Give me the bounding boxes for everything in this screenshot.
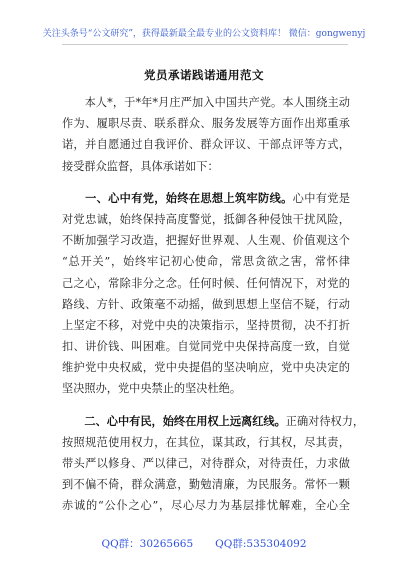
text-line: 本人*，于*年*月庄严加入中国共产党。本人围绕主动 <box>62 96 350 109</box>
section-heading: 一、心中有党，始终在思想上筑牢防线。 <box>62 190 293 205</box>
text-line: 上坚定不移，对党中央的决策指示，坚持贯彻，决不打折 <box>62 318 350 332</box>
page-footer <box>0 536 408 551</box>
text-line: 路线、方针、政策毫不动摇，做到思想上坚信不疑，行动 <box>62 297 350 311</box>
text-line: “总开关”，始终牢记初心使命，常思贪欲之害，常怀律 <box>62 255 350 269</box>
section-heading-line <box>62 188 350 209</box>
text-line: 诺，并自愿通过自我评价、群众评议、干部点评等方式， <box>62 138 350 152</box>
text-line: 扣、讲价钱、叫困难。自觉同党中央保持高度一致，自觉 <box>62 340 350 354</box>
section-heading-line <box>62 411 365 432</box>
header-divider <box>62 44 348 45</box>
paragraph-section-two <box>62 411 365 517</box>
paragraph-section-one <box>62 188 350 400</box>
qq-group-1: QQ群：30265665 <box>101 538 194 550</box>
text-line: 坚决照办，党中央禁止的坚决杜绝。 <box>62 382 242 396</box>
promo-banner: 关注头条号“公文研究”，获得最新最全最专业的公文资料库！ 微信：gongwenyj <box>42 29 366 39</box>
text-line: 己之心，常除非分之念。任何时候、任何情况下，对党的 <box>62 276 350 290</box>
section-heading-tail: 正确对待权力， <box>285 414 365 428</box>
text-line: 带头严以修身、严以律己，对待群众，对待责任，力求做 <box>62 457 350 470</box>
document-body <box>62 92 365 517</box>
section-heading-tail: 心中有党是 <box>292 191 350 205</box>
text-line: 对党忠诚，始终保持高度警觉，抵御各种侵蚀干扰风险， <box>62 212 350 226</box>
text-line: 到不偏不倚，群众满意，勤勉清廉，为民服务。常怀一颗 <box>62 478 350 492</box>
text-line: 维护党中央权威，党中央提倡的坚决响应，党中央决定的 <box>62 361 350 375</box>
section-heading: 二、心中有民，始终在用权上远离红线。 <box>62 413 286 428</box>
text-line: 作为、履职尽责、联系群众、服务发展等方面作出郑重承 <box>62 117 350 131</box>
document-title: 党员承诺践诺通用范文 <box>144 68 264 82</box>
text-line: 不断加强学习改造，把握好世界观、人生观、价值观这个 <box>62 234 350 248</box>
text-line: 接受群众监督，具体承诺如下： <box>62 159 219 173</box>
text-line: 赤诚的“公仆之心”，尽心尽力为基层排忧解难，全心全 <box>62 499 350 513</box>
paragraph-intro <box>62 92 350 177</box>
qq-group-2: QQ群:535304092 <box>215 538 307 550</box>
text-line: 按照规范使用权力，在其位，谋其政，行其权，尽其责， <box>62 435 350 449</box>
